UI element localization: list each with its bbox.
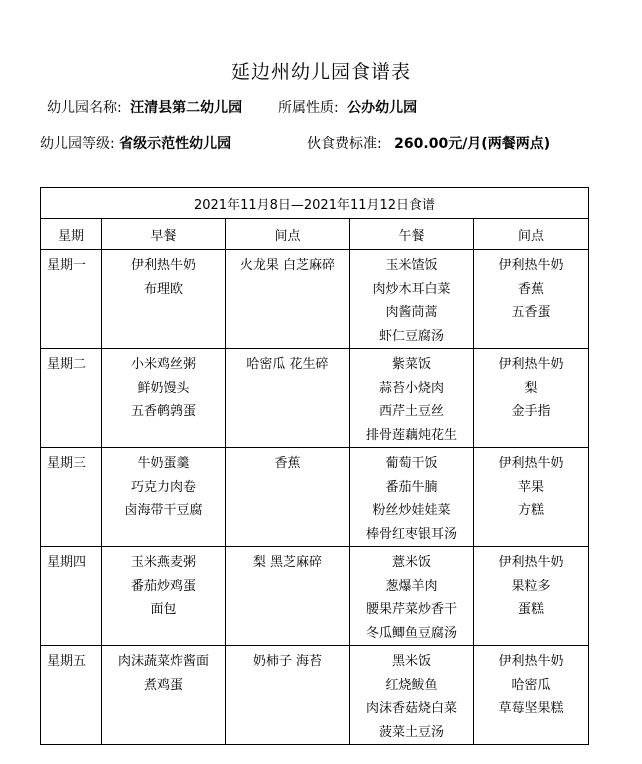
table-row — [41, 448, 589, 547]
menu-item: 巧克力肉卷 — [130, 479, 196, 495]
nature-row — [278, 97, 417, 117]
breakfast-cell — [102, 250, 226, 349]
level-value: 省级示范性幼儿园 — [119, 136, 232, 152]
kindergarten-name-row — [47, 97, 242, 117]
menu-item: 哈密瓜 — [511, 677, 551, 693]
menu-item: 布理欧 — [143, 281, 183, 297]
menu-item: 方糕 — [518, 503, 545, 518]
menu-item: 蛋糕 — [518, 602, 545, 617]
menu-item: 冬瓜鲫鱼豆腐汤 — [365, 625, 457, 641]
menu-item: 玉米馇饭 — [385, 258, 438, 273]
breakfast-cell — [102, 547, 226, 646]
menu-date-range: 2021年11月8日—2021年11月12日食谱 — [41, 188, 589, 219]
menu-item: 肉酱茼蒿 — [385, 305, 438, 320]
lunch-cell — [350, 250, 474, 349]
fee-label: 伙食费标准: — [307, 136, 382, 152]
menu-item: 肉沫香菇烧白菜 — [365, 701, 457, 716]
menu-item: 火龙果 白芝麻碎 — [239, 258, 336, 273]
menu-item: 肉沫蔬菜炸酱面 — [117, 654, 209, 669]
menu-item: 果粒多 — [511, 578, 551, 594]
menu-item: 草莓坚果糕 — [498, 701, 564, 716]
nature-value: 公办幼儿园 — [347, 100, 418, 116]
morning-snack-cell — [226, 646, 350, 745]
afternoon-snack-cell — [474, 349, 589, 448]
lunch-cell — [350, 646, 474, 745]
weekday-cell: 星期一 — [41, 250, 102, 349]
level-label: 幼儿园等级: — [40, 136, 115, 152]
header-breakfast: 早餐 — [102, 219, 226, 250]
breakfast-cell — [102, 448, 226, 547]
breakfast-cell — [102, 646, 226, 745]
page-title: 延边州幼儿园食谱表 — [230, 61, 411, 83]
menu-item: 苹果 — [518, 479, 545, 495]
menu-item: 五香鹌鹑蛋 — [130, 404, 196, 419]
menu-item: 鲜奶馒头 — [137, 380, 190, 396]
afternoon-snack-cell — [474, 646, 589, 745]
table-row — [41, 646, 589, 745]
menu-item: 牛奶蛋羹 — [137, 456, 190, 471]
lunch-cell — [350, 448, 474, 547]
nature-label: 所属性质: — [278, 100, 339, 116]
menu-item: 香蕉 — [274, 456, 301, 471]
menu-item: 哈密瓜 花生碎 — [246, 357, 329, 372]
header-lunch: 午餐 — [350, 219, 474, 250]
weekday-cell: 星期五 — [41, 646, 102, 745]
menu-item: 伊利热牛奶 — [498, 555, 564, 570]
breakfast-cell — [102, 349, 226, 448]
menu-item: 葱爆羊肉 — [385, 578, 438, 594]
fee-value: 260.00元/月(两餐两点) — [394, 136, 551, 152]
menu-item: 番茄牛腩 — [385, 479, 438, 495]
menu-item: 煮鸡蛋 — [143, 677, 183, 693]
header-afternoon-snack: 间点 — [474, 219, 589, 250]
menu-item: 梨 黑芝麻碎 — [252, 555, 323, 570]
menu-item: 奶柿子 海苔 — [252, 654, 323, 669]
afternoon-snack-cell — [474, 448, 589, 547]
menu-item: 梨 — [524, 380, 538, 396]
menu-item: 面包 — [150, 602, 177, 617]
kindergarten-name-value: 汪清县第二幼儿园 — [130, 100, 243, 116]
lunch-cell — [350, 547, 474, 646]
menu-item: 红烧鲅鱼 — [385, 677, 438, 693]
weekday-cell: 星期四 — [41, 547, 102, 646]
menu-item: 排骨莲藕炖花生 — [365, 427, 457, 443]
menu-item: 番茄炒鸡蛋 — [130, 578, 196, 594]
header-row — [41, 219, 589, 250]
menu-item: 腰果芹菜炒香干 — [365, 602, 457, 617]
menu-item: 西芹土豆丝 — [378, 404, 444, 419]
menu-item: 伊利热牛奶 — [498, 357, 564, 372]
menu-item: 薏米饭 — [391, 555, 431, 570]
table-row — [41, 547, 589, 646]
menu-item: 肉炒木耳白菜 — [372, 281, 451, 297]
menu-item: 金手指 — [511, 404, 551, 419]
afternoon-snack-cell — [474, 547, 589, 646]
morning-snack-cell — [226, 547, 350, 646]
menu-item: 香蕉 — [518, 281, 545, 297]
menu-item: 五香蛋 — [511, 305, 551, 320]
menu-item: 葡萄干饭 — [385, 456, 438, 471]
menu-item: 虾仁豆腐汤 — [378, 328, 444, 344]
kindergarten-name-label: 幼儿园名称: — [47, 100, 122, 116]
header-morning-snack: 间点 — [226, 219, 350, 250]
table-row — [41, 250, 589, 349]
morning-snack-cell — [226, 250, 350, 349]
menu-item: 伊利热牛奶 — [130, 258, 196, 273]
header-weekday: 星期 — [41, 219, 102, 250]
level-row — [40, 133, 231, 153]
menu-item: 玉米燕麦粥 — [130, 555, 196, 570]
menu-item: 棒骨红枣银耳汤 — [365, 526, 457, 542]
table-row — [41, 349, 589, 448]
menu-item: 伊利热牛奶 — [498, 456, 564, 471]
morning-snack-cell — [226, 349, 350, 448]
menu-item: 伊利热牛奶 — [498, 258, 564, 273]
fee-row — [307, 133, 550, 153]
menu-item: 蒜苔小烧肉 — [378, 380, 444, 396]
lunch-cell — [350, 349, 474, 448]
weekday-cell: 星期二 — [41, 349, 102, 448]
weekday-cell: 星期三 — [41, 448, 102, 547]
menu-rows — [41, 250, 589, 745]
menu-item: 菠菜土豆汤 — [378, 724, 444, 740]
menu-item: 黑米饭 — [391, 654, 431, 669]
menu-table — [40, 187, 589, 745]
menu-item: 紫菜饭 — [391, 357, 431, 372]
menu-item: 卤海带干豆腐 — [124, 503, 203, 518]
menu-item: 小米鸡丝粥 — [130, 357, 196, 372]
afternoon-snack-cell — [474, 250, 589, 349]
menu-item: 伊利热牛奶 — [498, 654, 564, 669]
morning-snack-cell — [226, 448, 350, 547]
menu-item: 粉丝炒娃娃菜 — [372, 503, 451, 518]
